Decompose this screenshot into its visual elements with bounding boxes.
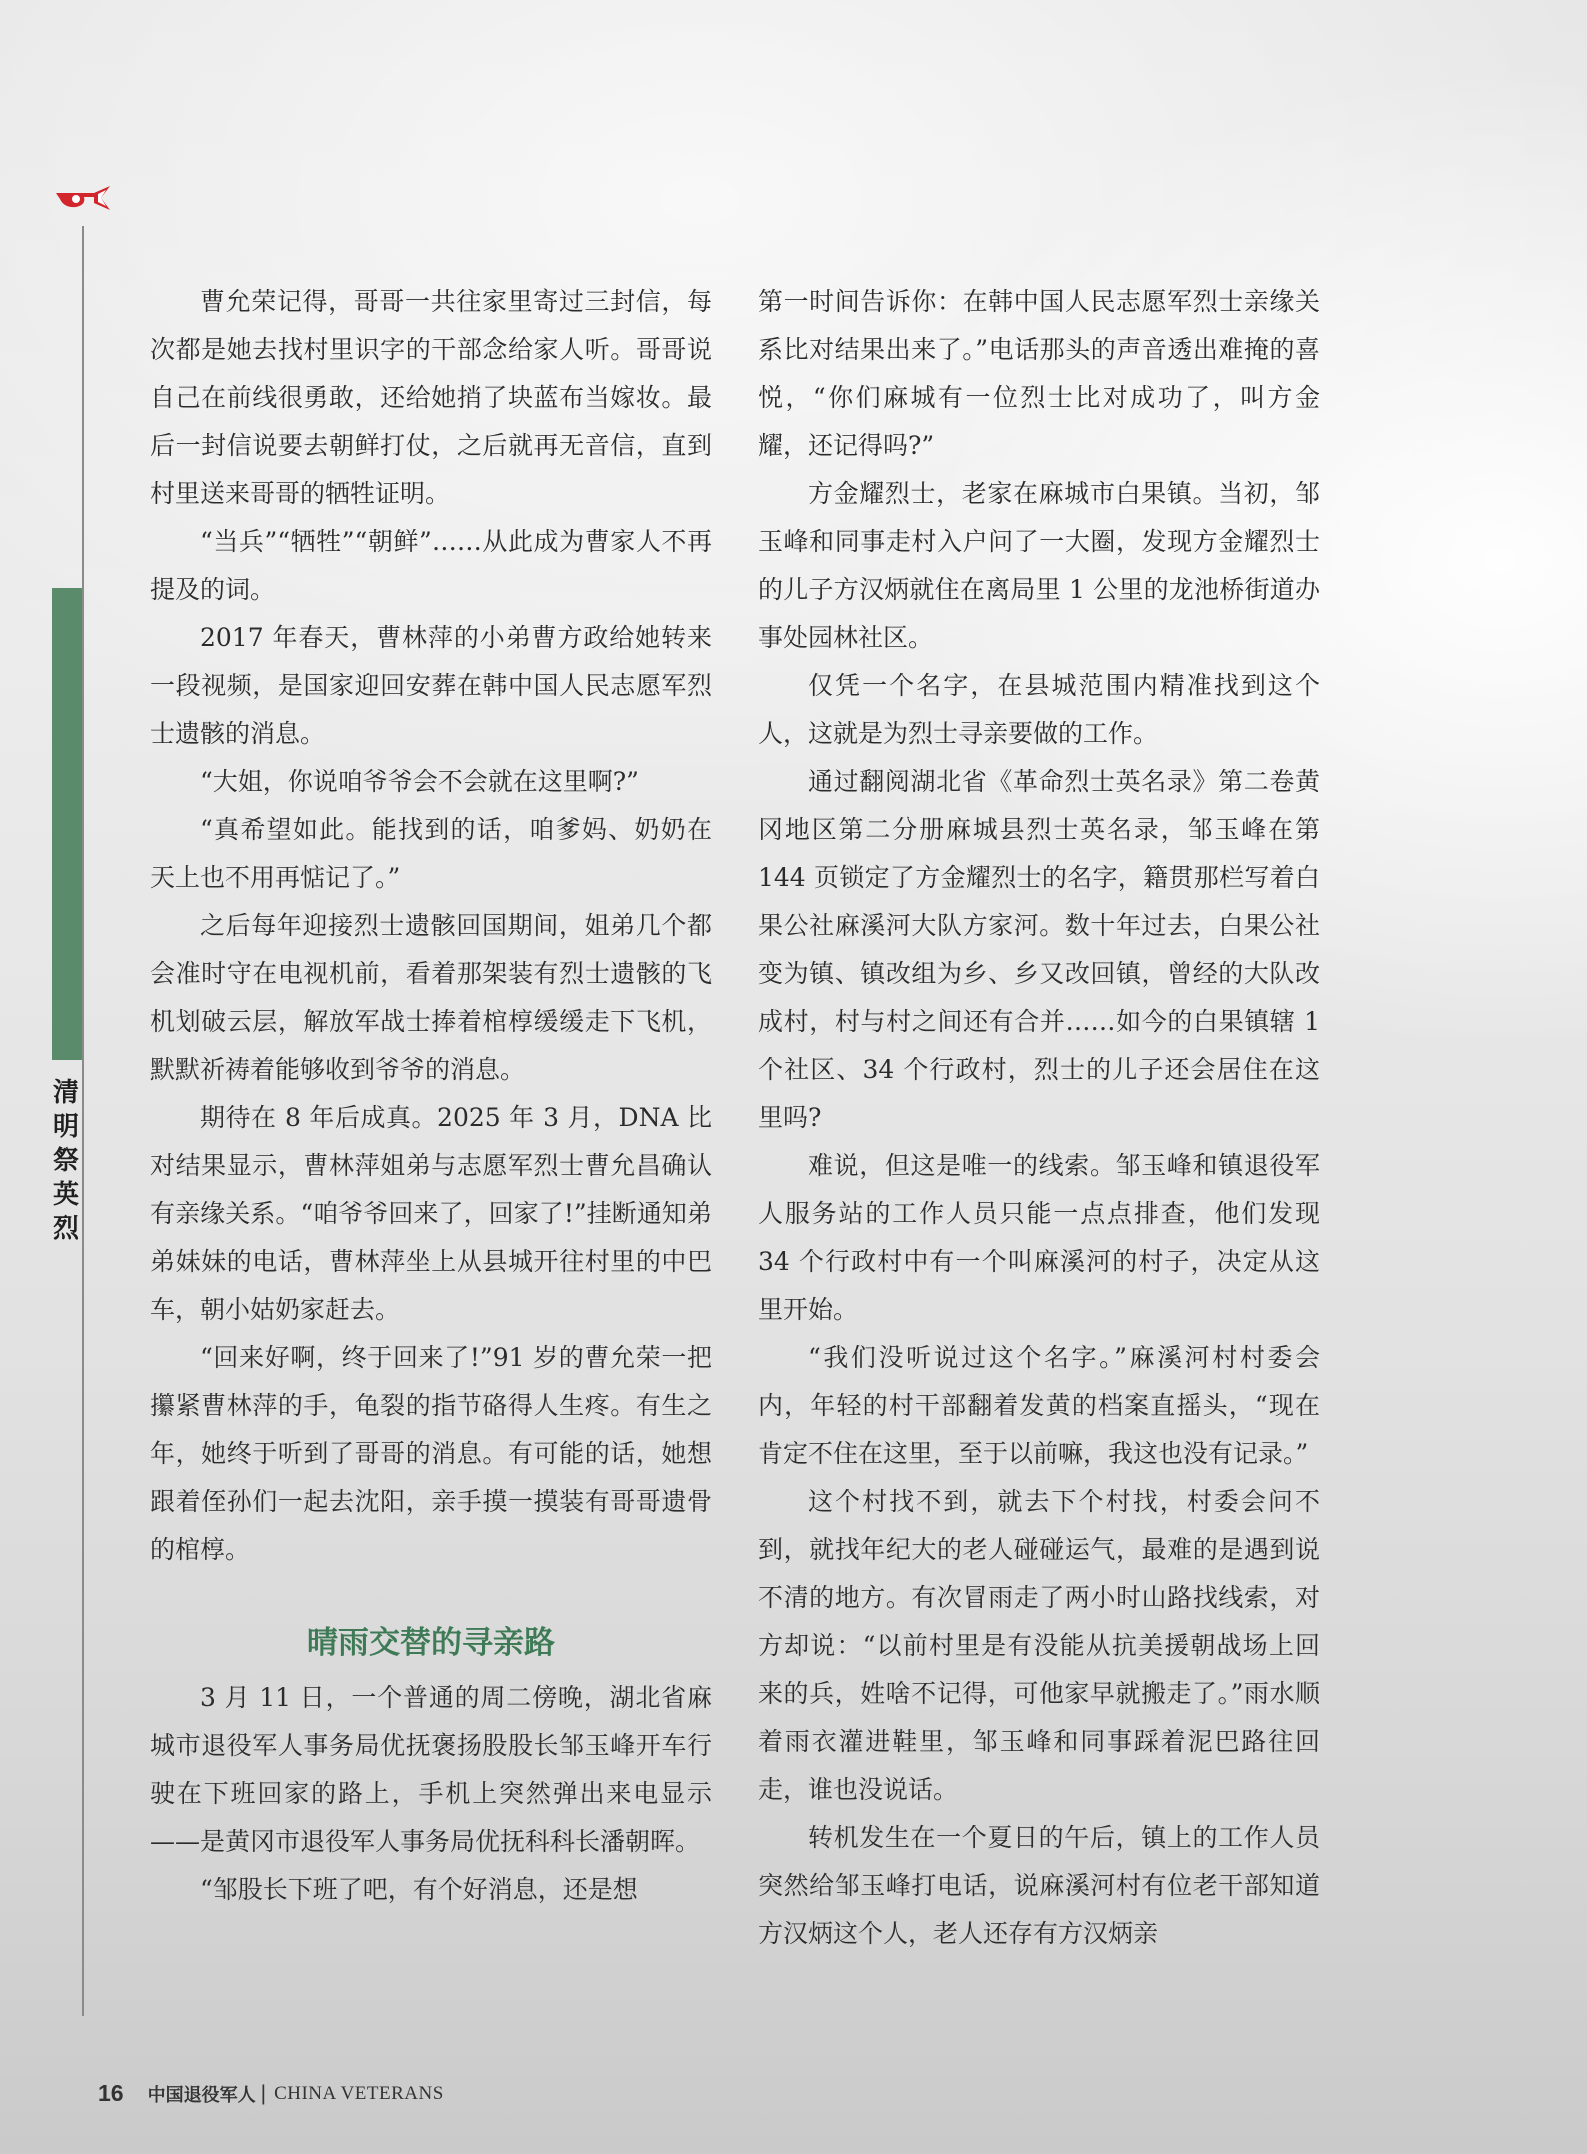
article-right-column: [758, 278, 1320, 1958]
article-paragraph: 曹允荣记得，哥哥一共往家里寄过三封信，每次都是她去找村里识字的干部念给家人听。哥哥说自己在前线很勇敢，还给她捎了块蓝布当嫁妆。最后一封信说要去朝鲜打仗，之后就再无音信，直到村里送来哥哥的牺牲证明。: [150, 287, 712, 508]
magazine-logo-icon: [54, 184, 112, 214]
article-paragraph: 方金耀烈士，老家在麻城市白果镇。当初，邹玉峰和同事走村入户问了一大圈，发现方金耀烈士的儿子方汉炳就住在离局里 1 公里的龙池桥街道办事处园林社区。: [758, 479, 1320, 652]
article-paragraph: 3 月 11 日，一个普通的周二傍晚，湖北省麻城市退役军人事务局优抚褒扬股股长邹玉峰开车行驶在下班回家的路上，手机上突然弹出来电显示——是黄冈市退役军人事务局优抚科科长潘朝晖。: [150, 1683, 712, 1856]
article-paragraph: 转机发生在一个夏日的午后，镇上的工作人员突然给邹玉峰打电话，说麻溪河村有位老干部知道方汉炳这个人，老人还存有方汉炳亲: [758, 1823, 1320, 1948]
article-paragraph: 这个村找不到，就去下个村找，村委会问不到，就找年纪大的老人碰碰运气，最难的是遇到说不清的地方。有次冒雨走了两小时山路找线索，对方却说：“以前村里是有没能从抗美援朝战场上回来的兵，姓啥不记得，可他家早就搬走了。”雨水顺着雨衣灌进鞋里，邹玉峰和同事踩着泥巴路往回走，谁也没说话。: [758, 1487, 1320, 1804]
section-color-bar: [52, 588, 82, 1060]
article-paragraph: 之后每年迎接烈士遗骸回国期间，姐弟几个都会准时守在电视机前，看着那架装有烈士遗骸的飞机划破云层，解放军战士捧着棺椁缓缓走下飞机，默默祈祷着能够收到爷爷的消息。: [150, 911, 712, 1084]
article-paragraph: 通过翻阅湖北省《革命烈士英名录》第二卷黄冈地区第二分册麻城县烈士英名录，邹玉峰在第 144 页锁定了方金耀烈士的名字，籍贯那栏写着白果公社麻溪河大队方家河。数十年过去，白果公社变为镇、镇改组为乡、乡又改回镇，曾经的大队改成村，村与村之间还有合并……如今的白果镇辖 1 个社区、34 个行政村，烈士的儿子还会居住在这里吗?: [758, 767, 1320, 1132]
article-paragraph: 难说，但这是唯一的线索。邹玉峰和镇退役军人服务站的工作人员只能一点点排查，他们发现 34 个行政村中有一个叫麻溪河的村子，决定从这里开始。: [758, 1151, 1320, 1324]
article-paragraph: 期待在 8 年后成真。2025 年 3 月，DNA 比对结果显示，曹林萍姐弟与志愿军烈士曹允昌确认有亲缘关系。“咱爷爷回来了，回家了!”挂断通知弟弟妹妹的电话，曹林萍坐上从县城开往村里的中巴车，朝小姑奶家赶去。: [150, 1103, 712, 1324]
magazine-name: 中国退役军人: [147, 2084, 256, 2105]
article-left-column: [150, 278, 712, 1914]
article-paragraph: “回来好啊，终于回来了!”91 岁的曹允荣一把攥紧曹林萍的手，龟裂的指节硌得人生疼。有生之年，她终于听到了哥哥的消息。有可能的话，她想跟着侄孙们一起去沈阳，亲手摸一摸装有哥哥遗骨的棺椁。: [150, 1343, 712, 1564]
page-number: 16: [98, 2080, 124, 2106]
article-paragraph: 仅凭一个名字，在县城范围内精准找到这个人，这就是为烈士寻亲要做的工作。: [758, 671, 1320, 748]
footer-separator: |: [260, 2081, 267, 2105]
page-footer: [98, 2080, 444, 2107]
magazine-name-en: CHINA VETERANS: [274, 2082, 444, 2104]
section-label: 清明祭英烈: [52, 1078, 79, 1244]
article-paragraph: “真希望如此。能找到的话，咱爹妈、奶奶在天上也不用再惦记了。”: [150, 815, 712, 892]
article-paragraph-continued: 第一时间告诉你：在韩中国人民志愿军烈士亲缘关系比对结果出来了。”电话那头的声音透出难掩的喜悦，“你们麻城有一位烈士比对成功了，叫方金耀，还记得吗?”: [758, 287, 1320, 460]
margin-rule: [82, 226, 84, 2016]
article-paragraph: “大姐，你说咱爷爷会不会就在这里啊?”: [200, 767, 639, 796]
article-paragraph: “我们没听说过这个名字。”麻溪河村村委会内，年轻的村干部翻着发黄的档案直摇头，“现在肯定不住在这里，至于以前嘛，我这也没有记录。”: [758, 1343, 1320, 1468]
article-paragraph: 2017 年春天，曹林萍的小弟曹方政给她转来一段视频，是国家迎回安葬在韩中国人民志愿军烈士遗骸的消息。: [150, 623, 712, 748]
section-subheading: 晴雨交替的寻亲路: [307, 1625, 555, 1661]
article-paragraph: “邹股长下班了吧，有个好消息，还是想: [200, 1875, 638, 1904]
article-paragraph: “当兵”“牺牲”“朝鲜”……从此成为曹家人不再提及的词。: [150, 527, 712, 604]
